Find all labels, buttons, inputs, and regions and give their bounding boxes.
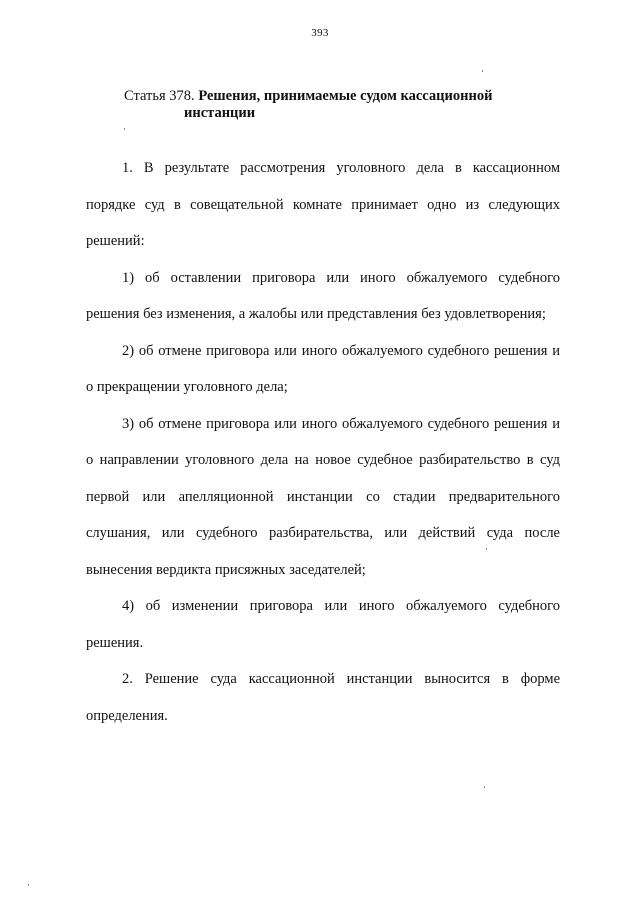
article-title: Решения, принимаемые судом кассационной xyxy=(198,88,493,104)
scan-speck xyxy=(484,786,485,788)
paragraph-part-2: 2. Решение суда кассационной инстанции выносится в форме определения. xyxy=(86,671,560,724)
scan-speck xyxy=(486,548,487,550)
article-heading xyxy=(124,88,564,122)
article-body xyxy=(86,150,560,734)
scan-speck xyxy=(124,128,125,130)
page-number: 393 xyxy=(311,27,329,39)
paragraph-item-2: 2) об отмене приговора или иного обжалуемого судебного решения и о прекращении уголовного дела; xyxy=(86,342,560,395)
scan-speck xyxy=(28,884,29,886)
paragraph-item-3: 3) об отмене приговора или иного обжалуемого судебного решения и о направлении уголовного дела на новое судебное разбирательство в суд первой или апелляционной инстанции со стадии предварительного слушания, или судебного разбирательства, или действий суда после вынесения вердикта присяжных заседателей; xyxy=(86,415,560,578)
article-title-continued: инстанции xyxy=(184,105,256,121)
paragraph-item-1: 1) об оставлении приговора или иного обжалуемого судебного решения без изменения, а жалобы или представления без удовлетворения; xyxy=(86,269,560,322)
article-number: Статья 378. xyxy=(124,88,195,104)
paragraph-part-1: 1. В результате рассмотрения уголовного дела в кассационном порядке суд в совещательной комнате принимает одно из следующих решений: xyxy=(86,160,560,249)
scan-speck xyxy=(482,70,483,72)
paragraph-item-4: 4) об изменении приговора или иного обжалуемого судебного решения. xyxy=(86,598,560,651)
